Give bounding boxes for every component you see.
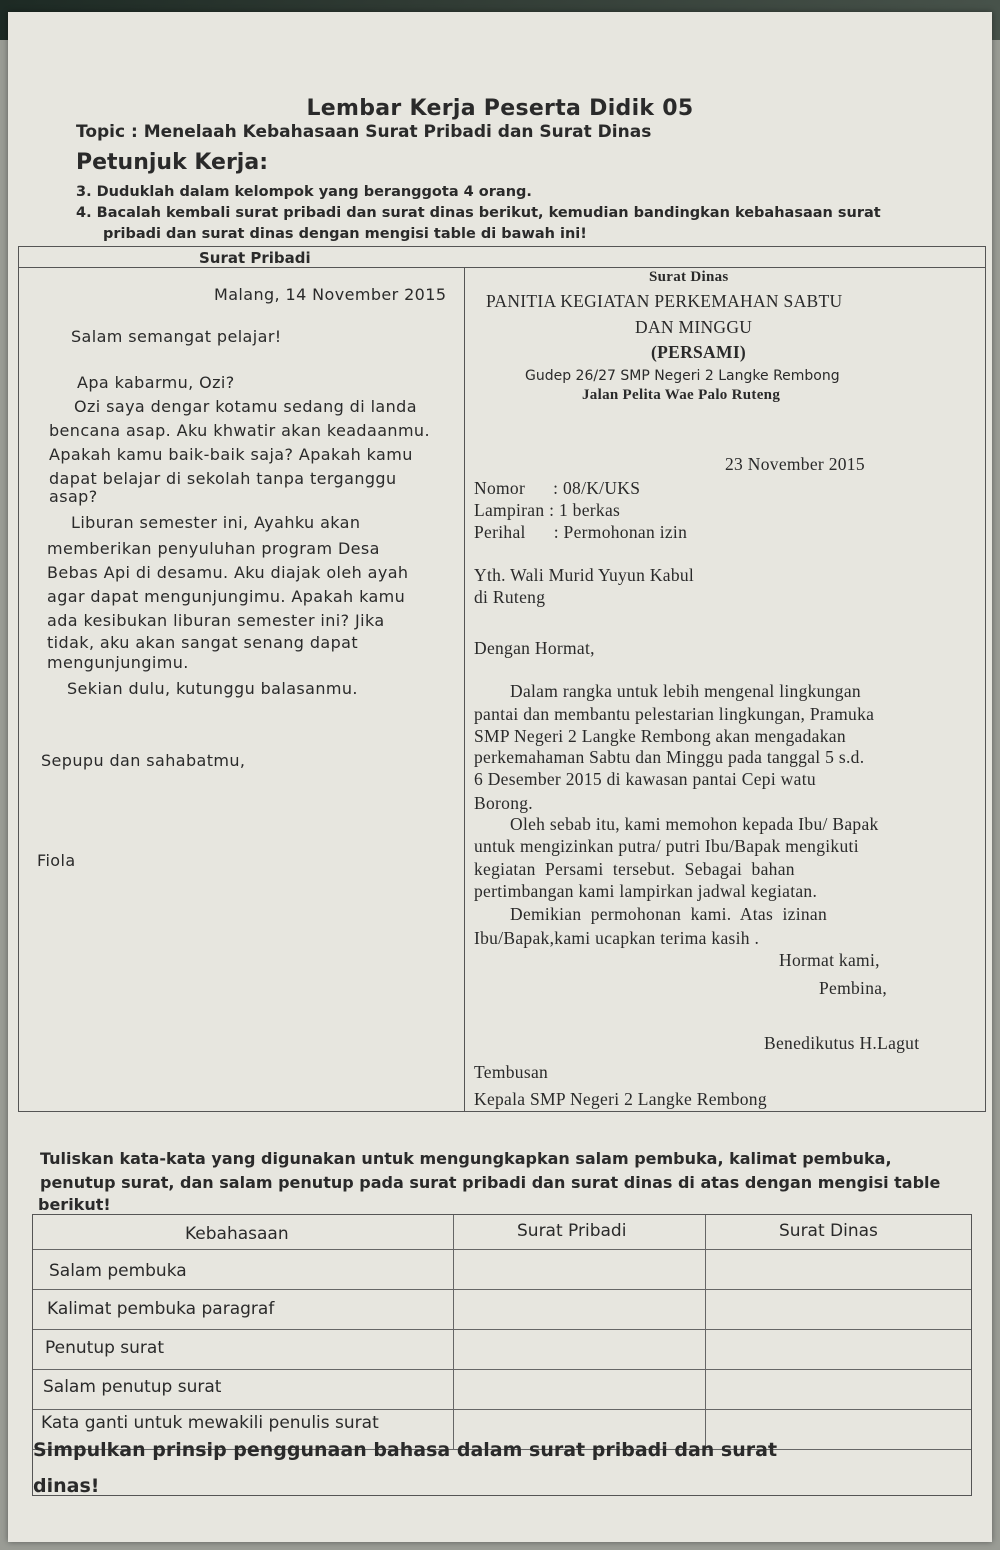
- pribadi-line: ada kesibukan liburan semester ini? Jika: [47, 611, 385, 630]
- letter-comparison-table: [18, 246, 986, 1112]
- pribadi-line: asap?: [49, 487, 98, 506]
- dinas-body-line: Demikian permohonan kami. Atas izinan: [510, 904, 828, 924]
- table-header-divider: [19, 267, 985, 268]
- answer-header-dinas: Surat Dinas: [779, 1221, 878, 1241]
- dinas-body-line: perkemahaman Sabtu dan Minggu pada tanggal 5 s.d.: [474, 747, 865, 767]
- dinas-signer-role: Pembina,: [819, 978, 888, 998]
- header-surat-pribadi: Surat Pribadi: [199, 249, 311, 267]
- pribadi-line: Ozi saya dengar kotamu sedang di landa: [74, 397, 417, 416]
- dinas-body-line: kegiatan Persami tersebut. Sebagai bahan: [474, 859, 795, 879]
- dinas-body-line: 6 Desember 2015 di kawasan pantai Cepi watu: [474, 769, 816, 789]
- pribadi-line: agar dapat mengunjungimu. Apakah kamu: [47, 587, 406, 606]
- instruction-step-3: 3. Duduklah dalam kelompok yang beranggota 4 orang.: [76, 184, 532, 200]
- dinas-body-line: Dalam rangka untuk lebih mengenal lingkungan: [510, 681, 861, 701]
- answer-row-label: Penutup surat: [45, 1338, 164, 1358]
- pribadi-signature: Fiola: [37, 851, 76, 870]
- conclusion-prompt: Simpulkan prinsip penggunaan bahasa dalam surat pribadi dan surat: [33, 1439, 778, 1461]
- worksheet-title: Lembar Kerja Peserta Didik 05: [306, 96, 694, 121]
- dinas-closing: Hormat kami,: [779, 950, 880, 970]
- dinas-date: 23 November 2015: [725, 454, 865, 474]
- dinas-committee-name: PANITIA KEGIATAN PERKEMAHAN SABTU: [486, 291, 843, 311]
- dinas-tembusan-recipient: Kepala SMP Negeri 2 Langke Rembong: [474, 1089, 767, 1109]
- answer-table-col-divider: [453, 1215, 454, 1449]
- pribadi-date: Malang, 14 November 2015: [214, 285, 447, 304]
- answer-row-label: Kata ganti untuk mewakili penulis surat: [41, 1413, 379, 1433]
- instructions-heading: Petunjuk Kerja:: [76, 150, 268, 175]
- pribadi-line: Sekian dulu, kutunggu balasanmu.: [67, 679, 358, 698]
- answer-row-label: Salam pembuka: [49, 1261, 187, 1281]
- answer-table-col-divider: [705, 1215, 706, 1449]
- answer-header-kebahasaan: Kebahasaan: [185, 1224, 289, 1244]
- dinas-address: Jalan Pelita Wae Palo Ruteng: [582, 387, 781, 403]
- dinas-salutation: Dengan Hormat,: [474, 638, 595, 658]
- dinas-recipient: Yth. Wali Murid Yuyun Kabul: [474, 565, 695, 585]
- dinas-signer-name: Benedikutus H.Lagut: [764, 1033, 920, 1053]
- dinas-body-line: SMP Negeri 2 Langke Rembong akan mengadakan: [474, 726, 846, 746]
- dinas-gudep: Gudep 26/27 SMP Negeri 2 Langke Rembong: [525, 368, 840, 384]
- pribadi-line: mengunjungimu.: [47, 653, 189, 672]
- instruction-step-4-cont: pribadi dan surat dinas dengan mengisi table di bawah ini!: [103, 226, 587, 242]
- dinas-nomor: Nomor : 08/K/UKS: [474, 478, 641, 498]
- pribadi-line: Bebas Api di desamu. Aku diajak oleh ayah: [47, 563, 409, 582]
- dinas-body-line: pantai dan membantu pelestarian lingkungan, Pramuka: [474, 704, 875, 724]
- dinas-body-line: untuk mengizinkan putra/ putri Ibu/Bapak mengikuti: [474, 836, 859, 856]
- answer-table-row-divider: [33, 1289, 971, 1290]
- task-instruction-line: Tuliskan kata-kata yang digunakan untuk mengungkapkan salam pembuka, kalimat pembuka,: [40, 1149, 892, 1168]
- task-instruction-line: penutup surat, dan salam penutup pada surat pribadi dan surat dinas di atas dengan mengisi table: [40, 1173, 941, 1192]
- answer-table-row-divider: [33, 1409, 971, 1410]
- dinas-lampiran: Lampiran : 1 berkas: [474, 500, 621, 520]
- task-instruction-line: berikut!: [38, 1195, 111, 1214]
- answer-table-row-divider: [33, 1249, 971, 1250]
- dinas-committee-abbrev: (PERSAMI): [651, 342, 747, 362]
- answer-table: [32, 1214, 972, 1496]
- answer-row-label: Salam penutup surat: [43, 1377, 222, 1397]
- instruction-step-4: 4. Bacalah kembali surat pribadi dan surat dinas berikut, kemudian bandingkan kebahasaan surat: [76, 205, 881, 221]
- answer-row-label: Kalimat pembuka paragraf: [47, 1299, 275, 1319]
- dinas-body-line: Oleh sebab itu, kami memohon kepada Ibu/ Bapak: [510, 814, 879, 834]
- dinas-body-line: Ibu/Bapak,kami ucapkan terima kasih .: [474, 928, 760, 948]
- answer-header-pribadi: Surat Pribadi: [517, 1221, 627, 1241]
- pribadi-line: bencana asap. Aku khwatir akan keadaanmu.: [49, 421, 430, 440]
- dinas-recipient-location: di Ruteng: [474, 587, 546, 607]
- answer-table-row-divider: [33, 1329, 971, 1330]
- dinas-body-line: Borong.: [474, 793, 533, 813]
- conclusion-prompt-cont: dinas!: [33, 1475, 100, 1497]
- answer-table-row-divider: [33, 1369, 971, 1370]
- pribadi-greeting: Salam semangat pelajar!: [71, 327, 282, 346]
- pribadi-line: Apakah kamu baik-baik saja? Apakah kamu: [49, 445, 413, 464]
- dinas-body-line: pertimbangan kami lampirkan jadwal kegiatan.: [474, 881, 818, 901]
- pribadi-line: Apa kabarmu, Ozi?: [77, 373, 235, 392]
- worksheet-topic: Topic : Menelaah Kebahasaan Surat Pribadi dan Surat Dinas: [76, 122, 652, 142]
- dinas-tembusan: Tembusan: [474, 1062, 549, 1082]
- dinas-committee-name-2: DAN MINGGU: [635, 317, 753, 337]
- pribadi-line: dapat belajar di sekolah tanpa terganggu: [49, 469, 397, 488]
- pribadi-line: tidak, aku akan sangat senang dapat: [47, 633, 359, 652]
- pribadi-line: memberikan penyuluhan program Desa: [47, 539, 380, 558]
- header-surat-dinas: Surat Dinas: [649, 269, 729, 285]
- table-column-divider: [464, 267, 465, 1111]
- dinas-perihal: Perihal : Permohonan izin: [474, 522, 688, 542]
- pribadi-closing: Sepupu dan sahabatmu,: [41, 751, 246, 770]
- pribadi-line: Liburan semester ini, Ayahku akan: [71, 513, 361, 532]
